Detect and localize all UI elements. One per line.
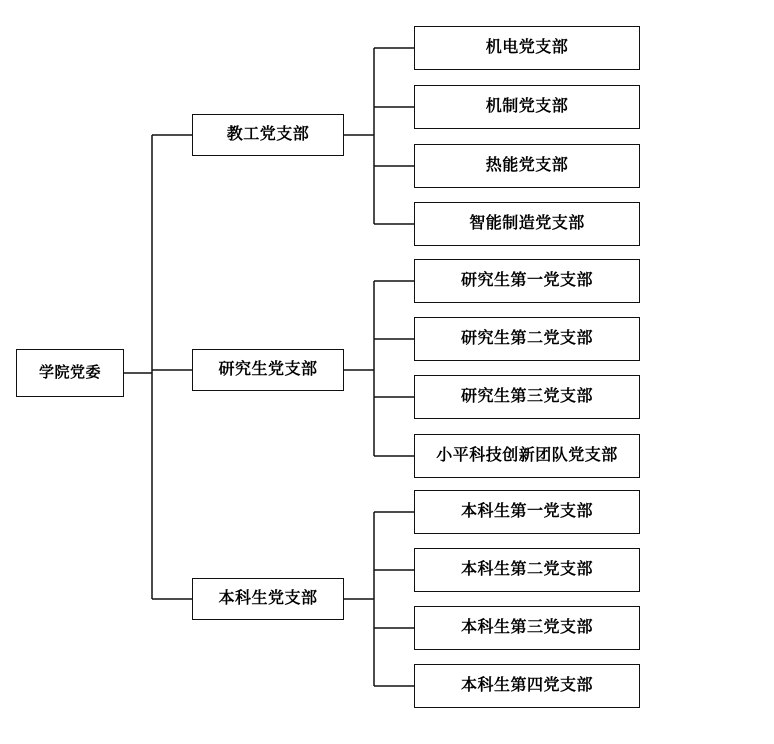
node-leaf-1-1: 研究生第二党支部 — [414, 317, 640, 361]
node-leaf-2-1: 本科生第二党支部 — [414, 548, 640, 592]
node-leaf-0-3: 智能制造党支部 — [414, 202, 640, 246]
node-root: 学院党委 — [16, 349, 124, 397]
node-branch-1: 研究生党支部 — [192, 349, 344, 391]
node-leaf-1-0: 研究生第一党支部 — [414, 259, 640, 303]
node-leaf-0-0: 机电党支部 — [414, 26, 640, 70]
node-leaf-1-3: 小平科技创新团队党支部 — [414, 434, 640, 478]
node-leaf-0-1: 机制党支部 — [414, 85, 640, 129]
node-leaf-2-2: 本科生第三党支部 — [414, 606, 640, 650]
node-branch-0: 教工党支部 — [192, 114, 344, 156]
node-leaf-1-2: 研究生第三党支部 — [414, 375, 640, 419]
node-leaf-2-0: 本科生第一党支部 — [414, 490, 640, 534]
node-leaf-2-3: 本科生第四党支部 — [414, 664, 640, 708]
node-branch-2: 本科生党支部 — [192, 578, 344, 620]
node-leaf-0-2: 热能党支部 — [414, 144, 640, 188]
